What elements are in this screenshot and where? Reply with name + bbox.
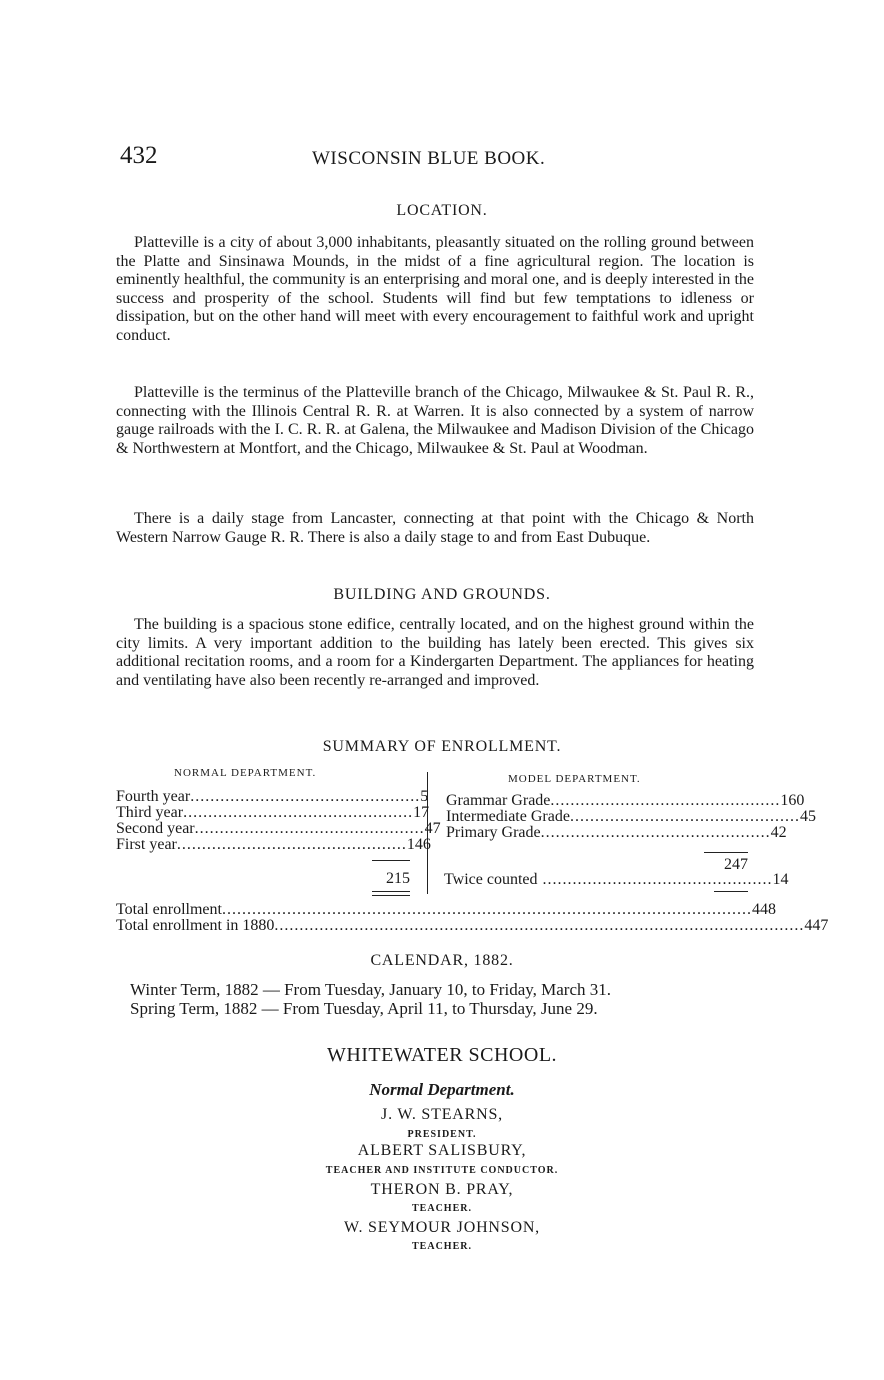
staff-role: TEACHER AND INSTITUTE CONDUCTOR. xyxy=(325,1165,559,1176)
location-paragraph-2: Platteville is the terminus of the Platteville branch of the Chicago, Milwaukee & St. Paul R. R., connecting with the Illinois Central R. R. at Warren. It is also connected by a system of narrow gauge railroads with the I. C. R. R. at Galena, the Milwaukee and Madison Division of the Chicago & Northwestern at Montfort, and the Chicago, Milwaukee & St. Paul at Woodman. xyxy=(116,384,754,457)
normal-row-label: Second year xyxy=(116,820,195,837)
total-label: Total enrollment xyxy=(116,901,222,918)
staff-role: PRESIDENT. xyxy=(407,1129,477,1140)
department-heading: Normal Department. xyxy=(369,1080,515,1099)
building-heading: BUILDING AND GROUNDS. xyxy=(333,586,551,603)
total-row xyxy=(116,901,776,918)
total-value: 448 xyxy=(751,901,776,918)
normal-row-label: First year xyxy=(116,836,177,853)
normal-row-label: Fourth year xyxy=(116,788,191,805)
model-row xyxy=(446,792,805,809)
model-department-title: MODEL DEPARTMENT. xyxy=(508,773,641,785)
running-head: WISCONSIN BLUE BOOK. xyxy=(312,148,546,169)
school-heading: WHITEWATER SCHOOL. xyxy=(326,1044,558,1066)
model-subtotal-value: 247 xyxy=(724,856,748,873)
model-row-label: Grammar Grade xyxy=(446,792,551,809)
normal-row-label: Third year xyxy=(116,804,184,821)
normal-row-value: 17 xyxy=(413,804,430,821)
dot-leader: .............................................. xyxy=(540,824,771,841)
normal-row xyxy=(116,820,441,837)
twice-counted-row xyxy=(444,871,789,888)
model-row-value: 160 xyxy=(780,792,805,809)
location-paragraph-1: Platteville is a city of about 3,000 inhabitants, pleasantly situated on the rolling ground between the Platte and Sinsinawa Mounds, in the midst of a fine agricultural region. The location is eminently healthful, the community is an enterprising and moral one, and is deeply interested in the success and prosperity of the school. Students will find but few temptations to idleness or dissipation, but on the other hand will meet with every encouragement to faithful work and upright conduct. xyxy=(116,234,754,344)
dot-leader: .............................................. xyxy=(183,804,414,821)
dot-leader: .......................................................................................................... xyxy=(221,901,752,918)
normal-row xyxy=(116,788,429,805)
dot-leader: .............................................. xyxy=(190,788,421,805)
total-label: Total enrollment in 1880 xyxy=(116,917,275,934)
normal-sum-rule xyxy=(372,860,410,861)
model-row-label: Primary Grade xyxy=(446,824,541,841)
twice-counted-value: 14 xyxy=(772,871,789,888)
normal-row-value: 146 xyxy=(406,836,431,853)
model-row-label: Intermediate Grade xyxy=(446,808,570,825)
model-row-value: 42 xyxy=(770,824,787,841)
dot-leader: .............................................. xyxy=(176,836,407,853)
calendar-heading: CALENDAR, 1882. xyxy=(370,952,514,969)
staff-role: TEACHER. xyxy=(412,1241,472,1252)
enrollment-heading: SUMMARY OF ENROLLMENT. xyxy=(322,738,562,755)
total-row xyxy=(116,917,829,934)
normal-total-rule-2 xyxy=(372,895,410,896)
normal-total-rule-1 xyxy=(372,891,410,892)
staff-name: W. SEYMOUR JOHNSON, xyxy=(344,1219,540,1236)
normal-department-title: NORMAL DEPARTMENT. xyxy=(174,767,317,779)
normal-row-value: 47 xyxy=(424,820,441,837)
page-number: 432 xyxy=(120,142,158,169)
dot-leader: .......................................................................................................... xyxy=(274,917,805,934)
dot-leader: .............................................. xyxy=(537,871,773,888)
model-row xyxy=(446,808,816,825)
model-row xyxy=(446,824,787,841)
staff-name: ALBERT SALISBURY, xyxy=(357,1142,527,1159)
calendar-term: Winter Term, 1882 — From Tuesday, January 10, to Friday, March 31. xyxy=(130,980,611,999)
normal-total-value: 215 xyxy=(386,870,410,887)
location-paragraph-3: There is a daily stage from Lancaster, connecting at that point with the Chicago & North Western Narrow Gauge R. R. There is also a daily stage to and from East Dubuque. xyxy=(116,510,754,546)
total-value: 447 xyxy=(804,917,829,934)
twice-counted-rule xyxy=(714,891,748,892)
building-paragraph: The building is a spacious stone edifice, centrally located, and on the highest ground within the city limits. A very important addition to the building has lately been erected. This gives six additional recitation rooms, and a room for a Kindergarten Department. The appliances for heating and ventilating have also been recently re-arranged and improved. xyxy=(116,616,754,689)
dot-leader: .............................................. xyxy=(569,808,800,825)
normal-row xyxy=(116,836,431,853)
dot-leader: .............................................. xyxy=(194,820,425,837)
normal-total-row xyxy=(372,871,410,887)
normal-row-value: 5 xyxy=(420,788,429,805)
staff-name: THERON B. PRAY, xyxy=(370,1181,514,1198)
calendar-term: Spring Term, 1882 — From Tuesday, April 11, to Thursday, June 29. xyxy=(130,999,598,1018)
model-row-value: 45 xyxy=(799,808,816,825)
staff-name: J. W. STEARNS, xyxy=(381,1106,503,1123)
model-sum-rule xyxy=(704,852,748,853)
staff-role: TEACHER. xyxy=(412,1203,472,1214)
dot-leader: .............................................. xyxy=(550,792,781,809)
normal-row xyxy=(116,804,430,821)
location-heading: LOCATION. xyxy=(396,202,488,219)
twice-counted-label: Twice counted xyxy=(444,871,538,888)
